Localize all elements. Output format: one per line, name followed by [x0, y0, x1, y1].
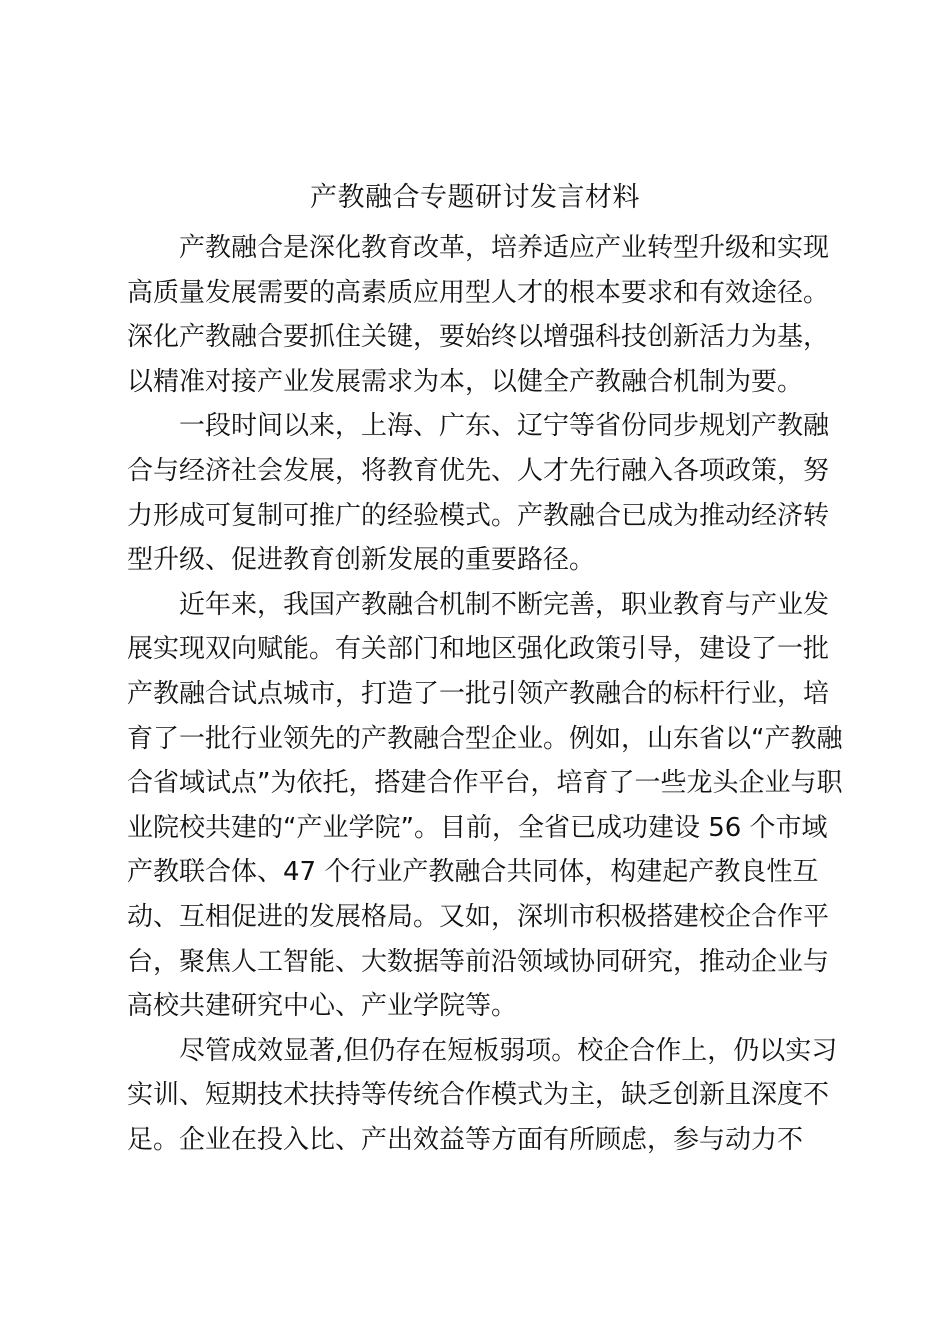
text-line: 合与经济社会发展，将教育优先、人才先行融入各项政策，努 [127, 455, 830, 486]
text-line: 产教联合体、47 个行业产教融合共同体，构建起产教良性互 [127, 857, 819, 888]
text-line: 业院校共建的“产业学院”。目前，全省已成功建设 56 个市域 [127, 812, 828, 843]
text-line: 展实现双向赋能。有关部门和地区强化政策引导，建设了一批 [127, 634, 830, 665]
text-line: 实训、短期技术扶持等传统合作模式为主，缺乏创新且深度不 [127, 1080, 830, 1111]
text-line: 合省域试点”为依托，搭建合作平台，培育了一些龙头企业与职 [127, 768, 843, 799]
paragraph-4 [127, 1029, 838, 1163]
text-line: 产教融合是深化教育改革，培养适应产业转型升级和实现 [179, 233, 830, 263]
text-line: 台，聚焦人工智能、大数据等前沿领域协同研究，推动企业与 [127, 946, 830, 977]
text-line: 高质量发展需要的高素质应用型人才的根本要求和有效途径。 [127, 277, 830, 308]
text-line: 以精准对接产业发展需求为本，以健全产教融合机制为要。 [127, 366, 804, 397]
paragraph-1 [127, 226, 835, 404]
paragraph-3 [127, 583, 843, 1029]
text-line: 近年来，我国产教融合机制不断完善，职业教育与产业发 [179, 589, 830, 620]
document-body [127, 226, 843, 1162]
document-title: 产教融合专题研讨发言材料 [310, 182, 640, 213]
text-line: 育了一批行业领先的产教融合型企业。例如，山东省以“产教融 [127, 723, 843, 754]
text-line: 足。企业在投入比、产出效益等方面有所顾虑，参与动力不 [127, 1124, 804, 1155]
text-line: 深化产教融合要抓住关键，要始终以增强科技创新活力为基， [127, 322, 830, 353]
text-line: 型升级、促进教育创新发展的重要路径。 [127, 545, 596, 576]
text-line: 高校共建研究中心、产业学院等。 [127, 991, 518, 1022]
paragraph-2 [127, 404, 835, 582]
text-line: 尽管成效显著,但仍存在短板弱项。校企合作上，仍以实习 [179, 1035, 838, 1066]
text-line: 一段时间以来，上海、广东、辽宁等省份同步规划产教融 [179, 411, 830, 442]
text-line: 力形成可复制可推广的经验模式。产教融合已成为推动经济转 [127, 500, 830, 531]
text-line: 产教融合试点城市，打造了一批引领产教融合的标杆行业，培 [127, 678, 830, 709]
text-line: 动、互相促进的发展格局。又如，深圳市积极搭建校企合作平 [127, 901, 830, 932]
